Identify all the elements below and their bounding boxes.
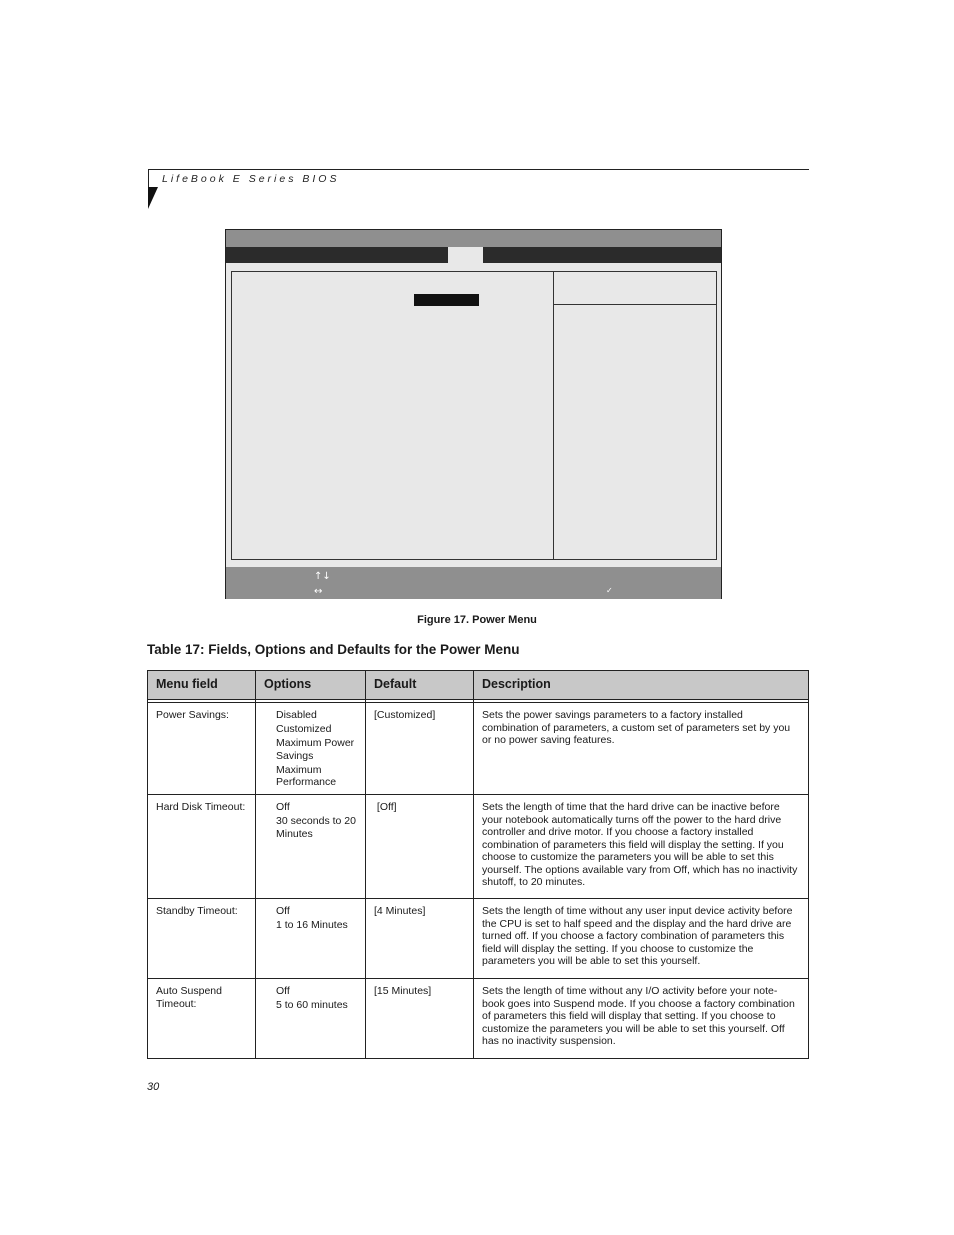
options-cell: Off 5 to 60 minutes — [256, 979, 366, 1059]
col-header: Default — [366, 671, 474, 700]
figure-caption: Figure 17. Power Menu — [417, 614, 537, 626]
col-header: Menu field — [148, 671, 256, 700]
bios-active-tab — [448, 247, 483, 263]
description-cell: Sets the length of time without any I/O activity before your note-book goes into Suspend mode. If you choose a factory combination of parameters this field will display that setting. If you choose to customize the parameters you will be able to set this yourself. Off has no inactivity suspension. — [474, 979, 809, 1059]
col-header: Options — [256, 671, 366, 700]
default-cell: [Customized] — [366, 703, 474, 795]
col-header: Description — [474, 671, 809, 700]
left-right-arrows-icon: ↔ — [314, 586, 323, 597]
bios-selected-value — [414, 294, 479, 306]
menu-field-cell: Hard Disk Timeout: — [148, 795, 256, 899]
power-menu-table — [147, 670, 809, 1059]
table-row — [148, 795, 809, 899]
description-cell: Sets the length of time that the hard drive can be inactive before your notebook automatically turns off the power to the hard drive controller and drive motor. If you choose a factory installed combination of parameters this field will display the setting. If you choose to customize the parameters you will be able to set this yourself. The options available vary from Off, which has no inactivity shutoff, to 20 minutes. — [474, 795, 809, 899]
bios-panel-divider — [553, 272, 554, 559]
default-cell: [4 Minutes] — [366, 899, 474, 979]
header-rule — [148, 169, 809, 170]
table-row — [148, 703, 809, 795]
table-row — [148, 899, 809, 979]
table-header-row — [148, 671, 809, 700]
description-cell: Sets the length of time without any user input device activity before the CPU is set to half speed and the display and the hard drive are turned off. If you choose a factory combination of parameters this field will display the setting. If you choose to customize the parameters you will be able to set this yourself. — [474, 899, 809, 979]
bios-title-bar — [226, 230, 721, 247]
table-row — [148, 979, 809, 1059]
bios-screenshot — [225, 229, 722, 599]
bios-key-bar — [226, 567, 721, 599]
page-number: 30 — [147, 1081, 160, 1093]
menu-field-cell: Standby Timeout: — [148, 899, 256, 979]
default-cell: [15 Minutes] — [366, 979, 474, 1059]
check-icon: ✓ — [606, 586, 613, 595]
options-cell: Off 1 to 16 Minutes — [256, 899, 366, 979]
menu-field-cell: Power Savings: — [148, 703, 256, 795]
default-cell: [Off] — [366, 795, 474, 899]
menu-field-cell: Auto Suspend Timeout: — [148, 979, 256, 1059]
up-down-arrows-icon: ↑↓ — [314, 571, 331, 582]
description-cell: Sets the power savings parameters to a factory installed combination of parameters, a custom set of parameters set by you or no power saving features. — [474, 703, 809, 795]
header-corner-mark — [148, 187, 158, 209]
bios-main-panel — [231, 271, 717, 560]
table-title: Table 17: Fields, Options and Defaults for the Power Menu — [147, 642, 520, 657]
running-title: LifeBook E Series BIOS — [162, 173, 340, 185]
options-cell: Off 30 seconds to 20 Minutes — [256, 795, 366, 899]
bios-help-rule — [554, 304, 717, 305]
options-cell: Disabled Customized Maximum Power Savings Maximum Performance — [256, 703, 366, 795]
